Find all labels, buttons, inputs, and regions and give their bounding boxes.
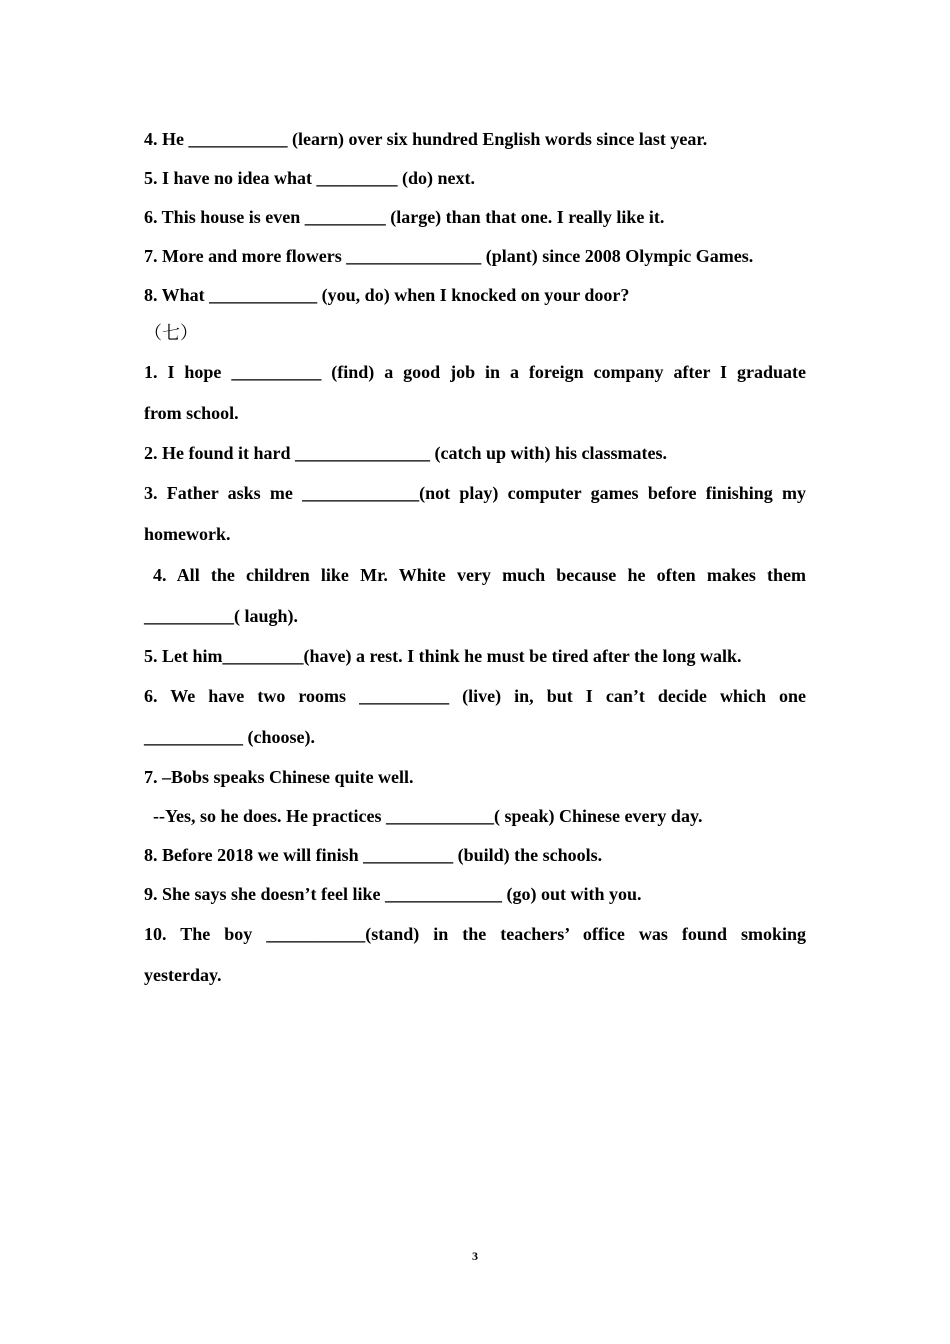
exercise-item-7-1 — [144, 352, 806, 434]
exercise-item-7-1-line1: 1. I hope __________ (find) a good job in a foreign company after I graduate — [144, 362, 806, 382]
exercise-item-7-3-line1: 3. Father asks me _____________(not play) computer games before finishing my — [144, 483, 806, 503]
exercise-item-7-7 — [144, 758, 806, 836]
exercise-item-6-6: 6. This house is even _________ (large) than that one. I really like it. — [144, 207, 665, 227]
section-seven-heading: （七） — [144, 323, 198, 344]
exercise-item-7-4 — [144, 555, 806, 637]
exercise-item-7-6-line2: ___________ (choose). — [144, 727, 315, 747]
page-number: 3 — [472, 1249, 478, 1263]
exercise-item-7-3-line2: homework. — [144, 524, 231, 544]
exercise-item-7-9: 9. She says she doesn’t feel like _____________ (go) out with you. — [144, 884, 642, 904]
exercise-item-7-3 — [144, 473, 806, 555]
exercise-item-6-7: 7. More and more flowers _______________ (plant) since 2008 Olympic Games. — [144, 246, 754, 266]
exercise-item-7-6 — [144, 676, 806, 758]
exercise-item-7-7-line1: 7. –Bobs speaks Chinese quite well. — [144, 767, 414, 787]
exercise-item-7-8: 8. Before 2018 we will finish __________ (build) the schools. — [144, 845, 603, 865]
exercise-item-7-4-line2: __________( laugh). — [144, 606, 299, 626]
exercise-item-7-10-line2: yesterday. — [144, 965, 222, 985]
exercise-item-7-10-line1: 10. The boy ___________(stand) in the teachers’ office was found smoking — [144, 924, 806, 944]
exercise-item-6-5: 5. I have no idea what _________ (do) next. — [144, 168, 476, 188]
exercise-item-7-7-line2: --Yes, so he does. He practices ____________( speak) Chinese every day. — [153, 806, 703, 826]
exercise-content — [144, 120, 806, 996]
exercise-item-7-4-line1: 4. All the children like Mr. White very much because he often makes them — [153, 565, 806, 585]
exercise-item-7-1-line2: from school. — [144, 403, 239, 423]
exercise-item-7-5: 5. Let him_________(have) a rest. I think he must be tired after the long walk. — [144, 646, 742, 666]
exercise-item-6-8: 8. What ____________ (you, do) when I knocked on your door? — [144, 285, 630, 305]
exercise-item-7-2: 2. He found it hard _______________ (catch up with) his classmates. — [144, 443, 668, 463]
exercise-item-7-6-line1: 6. We have two rooms __________ (live) in, but I can’t decide which one — [144, 686, 806, 706]
exercise-item-7-10 — [144, 914, 806, 996]
exercise-item-6-4: 4. He ___________ (learn) over six hundred English words since last year. — [144, 129, 708, 149]
